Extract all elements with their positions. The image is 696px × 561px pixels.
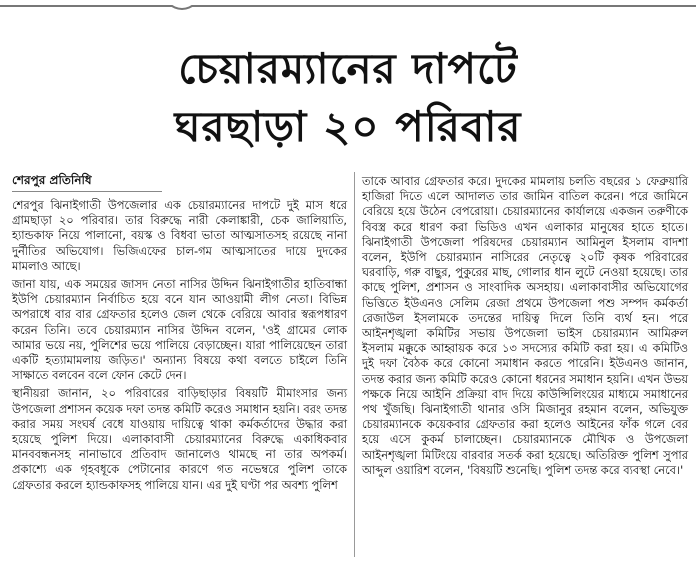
paragraph: জানা যায়, এক সময়ের জাসদ নেতা নাসির উদ্দিন ঝিনাইগাতীর হাতিবান্ধা ইউপি চেয়ারম্যান নির্বাচিত হয়ে বনে যান আওয়ামী লীগ নেতা। বিভিন্ন অপরাধে বার বার গ্রেফতার হলেও জেল থেকে বেরিয়ে আবার স্বরূপধারণ করেন তিনি। তবে চেয়ারম্যান নাসির উদ্দিন বলেন, 'ওই গ্রামের লোক আমার ভয়ে নয়, পুলিশের ভয়ে পালিয়ে বেড়াচ্ছেন। যারা পালিয়েছেন তারা একটি হত্যামামলায় জড়িত।' অন্যান্য বিষয়ে কথা বলতে চাইলে তিনি সাক্ষাতে বলবেন বলে ফোন কেটে দেন। <box>12 277 347 383</box>
column-divider <box>354 172 355 557</box>
article-column-right <box>362 174 688 478</box>
paragraph: শেরপুর ঝিনাইগাতী উপজেলার এক চেয়ারম্যানের দাপটে দুই মাস ধরে গ্রামছাড়া ২০ পরিবার। তার বিরুদ্ধে নারী কেলাঙ্কারী, চেক জালিয়াতি, হ্যান্ডকাফ নিয়ে পালানো, বয়স্ক ও বিধবা ভাতা আত্মসাতসহ রয়েছে নানা দুর্নীতির অভিযোগ। ভিজিএফের চাল-গম আত্মসাতের দায়ে দুদকের মামলাও আছে। <box>12 198 347 273</box>
paragraph: স্থানীয়রা জানান, ২০ পরিবারের বাড়িছাড়ার বিষয়টি মীমাংসার জন্য উপজেলা প্রশাসন কয়েক দফা তদন্ত কমিটি করেও সমাধান হয়নি। বরং তদন্ত করার সময় সংঘর্ষ বেধে যাওয়ায় দায়িত্বে থাকা কর্মকর্তাদের উদ্ধার করা হয়েছে পুলিশ দিয়ে। এলাকাবাসী চেয়ারম্যানের বিরুদ্ধে একাধিকবার মানববন্ধনসহ নানাভাবে প্রতিবাদ জানালেও থামছে না তার অপকর্ম। প্রকাশ্যে এক গৃহবধূকে পেটানোর কারণে গত নভেম্বরে পুলিশ তাকে গ্রেফতার করলে হ্যান্ডকাফসহ পালিয়ে যান। এর দুই ঘণ্টা পর অবশ্য পুলিশ <box>12 386 347 492</box>
paragraph: তাকে আবার গ্রেফতার করে। দুদকের মামলায় চলতি বছরের ১ ফেব্রুয়ারি হাজিরা দিতে এলে আদালত তার জামিন বাতিল করেন। পরে জামিনে বেরিয়ে হয়ে উঠেন বেপরোয়া। চেয়ারম্যানের কার্যালয়ে একজন তরুণীকে বিবস্ত্র করে ধারণ করা ভিডিও এখন এলাকার মানুষের হাতে হাতে। ঝিনাইগাতী উপজেলা পরিষদের চেয়ারম্যান আমিনুল ইসলাম বাদশা বলেন, ইউপি চেয়ারম্যান নাসিরের নেতৃত্বে ২০টি কৃষক পরিবারের ঘরবাড়ি, গরু বাছুর, পুকুরের মাছ, গোলার ধান লুটে নেওয়া হয়েছে। তার কাছে পুলিশ, প্রশাসন ও সাংবাদিক অসহায়। এলাকাবাসীর অভিযোগের ভিত্তিতে ইউএনও সেলিম রেজা প্রথমে উপজেলা পশু সম্পদ কর্মকর্তা রেজাউল ইসলামকে তদন্তের দায়িত্ব দিলে তিনি ব্যর্থ হন। পরে আইনশৃঙ্খলা কমিটির সভায় উপজেলা ভাইস চেয়ারম্যান আমিরুল ইসলাম মক্কুকে আহ্বায়ক করে ১৩ সদস্যের কমিটি করা হয়। এ কমিটিও দুই দফা বৈঠক করে কোনো সমাধান করতে পারেনি। ইউএনও জানান, তদন্ত করার জন্য কমিটি করেও কোনো ধরনের সমাধান হয়নি। এখন উভয় পক্ষকে নিয়ে আইনি প্রক্রিয়া বাদ দিয়ে কাউন্সিলিংয়ের মাধ্যমে সমাধানের পথ খুঁজছি। ঝিনাইগাতী থানার ওসি মিজানুর রহমান বলেন, অভিযুক্ত চেয়ারম্যানকে কয়েকবার গ্রেফতার করা হলেও আইনের ফাঁক গলে বের হয়ে এসে কুকর্ম চালাচ্ছেন। চেয়ারম্যানকে মৌখিক ও উপজেলা আইনশৃঙ্খলা মিটিংয়ে বারবার সতর্ক করা হয়েছে। অতিরিক্ত পুলিশ সুপার আব্দুল ওয়ারিশ বলেন, 'বিষয়টি শুনেছি। পুলিশ তদন্ত করে ব্যবস্থা নেবে।' <box>362 174 688 477</box>
byline: শেরপুর প্রতিনিধি <box>12 172 162 192</box>
headline <box>0 40 696 156</box>
page-top-rule <box>0 5 696 7</box>
article-column-left <box>12 172 347 493</box>
headline-line-2: ঘরছাড়া ২০ পরিবার <box>174 102 522 151</box>
headline-line-1: চেয়ারম্যানের দাপটে <box>178 44 518 93</box>
